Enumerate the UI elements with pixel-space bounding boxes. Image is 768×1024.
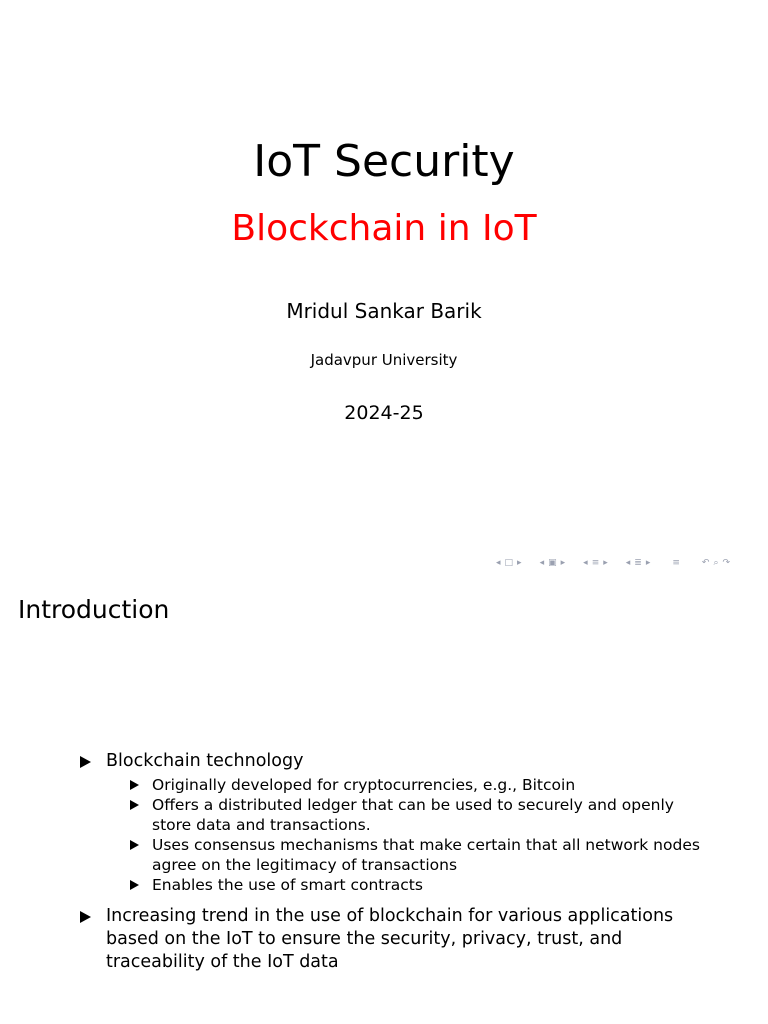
sub-list-item (106, 775, 718, 795)
author-name: Mridul Sankar Barik (286, 299, 482, 323)
bullet-triangle-icon (130, 880, 139, 890)
nav-right-arrow-icon[interactable]: ▸ (645, 558, 651, 568)
list-item-text: Blockchain technology (106, 751, 304, 771)
bullet-triangle-icon (80, 756, 91, 768)
align-icon[interactable]: ≡ (672, 558, 680, 568)
nav-left-arrow-icon[interactable]: ◂ (625, 558, 631, 568)
sub-list-item-text: Originally developed for cryptocurrencies, e.g., Bitcoin (152, 776, 576, 794)
nav-right-arrow-icon[interactable]: ▸ (603, 558, 608, 568)
list-item (0, 750, 768, 895)
bullet-triangle-icon (130, 800, 139, 810)
sub-list-item (106, 795, 718, 835)
frame-icon[interactable]: □ (504, 558, 514, 568)
search-back-icon[interactable]: ↶ (701, 558, 710, 568)
list-item-text: Increasing trend in the use of blockchain for various applications based on the IoT to ensure the security, privacy, trust, and traceability of the IoT data (106, 906, 674, 972)
nav-right-arrow-icon[interactable]: ▸ (560, 558, 566, 568)
presentation-subtitle: Blockchain in IoT (231, 208, 537, 249)
presentation-title: IoT Security (253, 136, 515, 187)
sub-list-item-text: Enables the use of smart contracts (152, 876, 423, 894)
bullet-triangle-icon (80, 911, 91, 923)
bullet-triangle-icon (130, 840, 139, 850)
institute-name: Jadavpur University (310, 351, 458, 369)
beamer-navigation-bar (496, 557, 734, 569)
nav-left-arrow-icon[interactable]: ◂ (496, 558, 501, 568)
nav-left-arrow-icon[interactable]: ◂ (583, 558, 588, 568)
sub-list-item (106, 835, 718, 875)
sub-list (106, 775, 718, 895)
subsection-icon[interactable]: ▣ (548, 558, 557, 568)
sub-list-item-text: Uses consensus mechanisms that make certain that all network nodes agree on the legitimacy of transactions (152, 836, 700, 874)
bullet-triangle-icon (130, 780, 139, 790)
list-item (0, 905, 768, 974)
frame-title: Introduction (18, 595, 170, 624)
nav-left-arrow-icon[interactable]: ◂ (539, 558, 545, 568)
nav-right-arrow-icon[interactable]: ▸ (517, 558, 522, 568)
section-icon[interactable]: ≡ (591, 558, 600, 568)
introduction-slide (0, 577, 768, 1024)
sub-list-item (106, 875, 718, 895)
bullet-list (0, 750, 768, 974)
sub-list-item-text: Offers a distributed ledger that can be used to securely and openly store data and transactions. (152, 796, 674, 834)
search-forward-icon[interactable]: ↷ (722, 558, 731, 568)
subsection-list-icon[interactable]: ≣ (634, 558, 642, 568)
presentation-date: 2024-25 (344, 402, 424, 424)
search-icon[interactable]: ⌕ (713, 558, 719, 568)
